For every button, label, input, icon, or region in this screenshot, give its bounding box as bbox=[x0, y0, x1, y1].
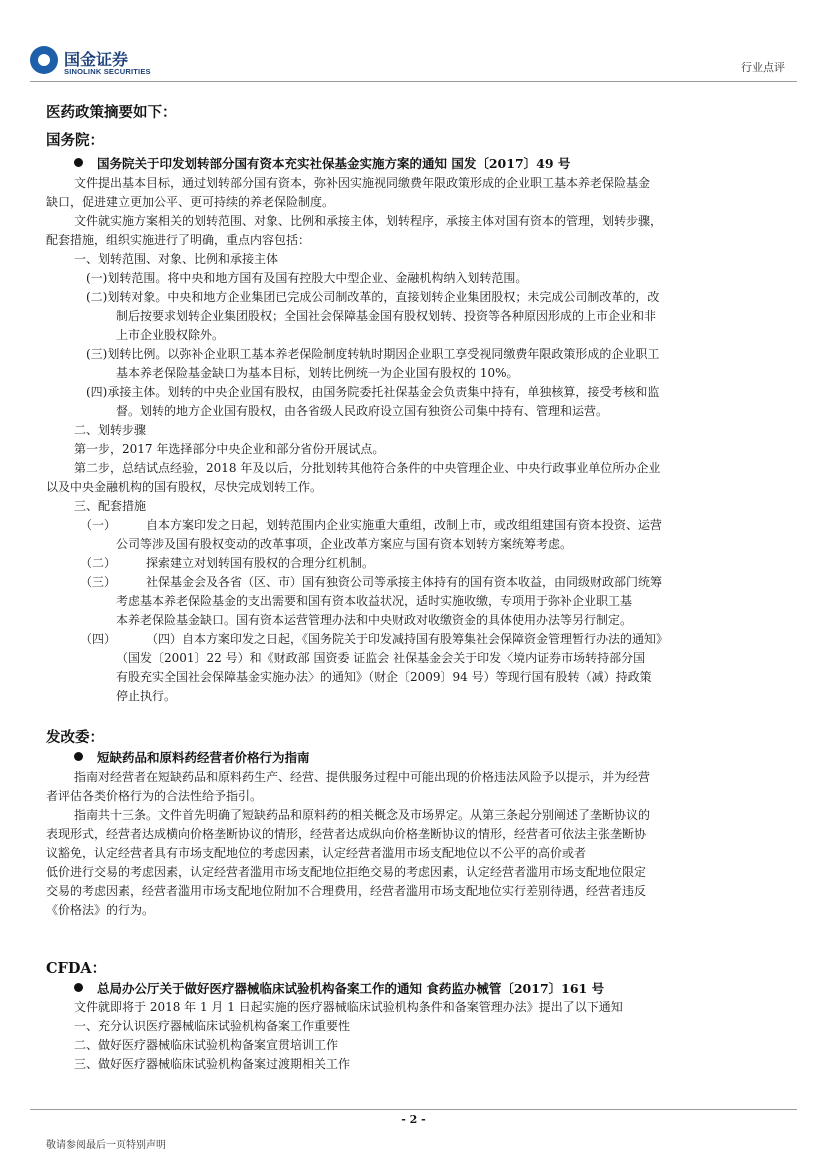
text-line: 基本养老保险基金缺口为基本目标，划转比例统一为企业国有股权的 10%。 bbox=[116, 366, 519, 380]
text-line: 上市企业股权除外。 bbox=[116, 328, 225, 342]
cfda-bullet-text: 总局办公厅关于做好医疗器械临床试验机构备案工作的通知 食药监办械管〔2017〕161 号 bbox=[97, 981, 605, 996]
footer-disclaimer: 敬请参阅最后一页特别声明 bbox=[46, 1140, 166, 1151]
logo-chinese: 国金证券 bbox=[64, 50, 129, 69]
text-line: 《价格法》的行为。 bbox=[46, 903, 155, 917]
section-title: 医药政策摘要如下： bbox=[46, 104, 177, 121]
measure-number: （二） bbox=[80, 556, 117, 570]
header-divider bbox=[30, 81, 797, 82]
text-line: (四)承接主体。划转的中央企业国有股权，由国务院委托社保基金会负责集中持有，单独核算，接受考核和监 bbox=[86, 385, 660, 399]
page-number: - 2 - bbox=[401, 1113, 426, 1126]
ndrc-bullet-text: 短缺药品和原料药经营者价格行为指南 bbox=[97, 750, 310, 765]
text-line: 制后按要求划转企业集团股权；全国社会保障基金国有股权划转、投资等各种原因形成的上市企业和非 bbox=[116, 309, 657, 323]
measure-line: 社保基金会及各省（区、市）国有独资公司等承接主体持有的国有资本收益，由同级财政部门统筹 bbox=[146, 575, 663, 589]
text-line: 三、做好医疗器械临床试验机构备案过渡期相关工作 bbox=[74, 1057, 351, 1071]
text-line: 配套措施，组织实施进行了明确，重点内容包括： bbox=[46, 233, 311, 247]
text-line: 缺口，促进建立更加公平、更可持续的养老保险制度。 bbox=[46, 195, 335, 209]
measure-line: 自本方案印发之日起，划转范围内企业实施重大重组，改制上市，或改组组建国有资本投资、运营 bbox=[146, 518, 663, 532]
text-line: 文件就实施方案相关的划转范围、对象、比例和承接主体，划转程序，承接主体对国有资本的管理，划转步骤， bbox=[74, 214, 663, 228]
bullet-icon bbox=[74, 983, 83, 992]
measure-line: 公司等涉及国有股权变动的改革事项，企业改革方案应与国有资本划转方案统筹考虑。 bbox=[116, 537, 573, 551]
measure-line: 停止执行。 bbox=[116, 689, 177, 703]
measure-line: 本养老保险基金缺口。国有资本运营管理办法和中央财政对收缴资金的具体使用办法等另行制定。 bbox=[116, 613, 633, 627]
bullet-icon bbox=[74, 752, 83, 761]
text-line: 第二步，总结试点经验，2018 年及以后，分批划转其他符合条件的中央管理企业、中央行政事业单位所办企业 bbox=[74, 461, 661, 475]
text-line: 第一步，2017 年选择部分中央企业和部分省份开展试点。 bbox=[74, 442, 385, 456]
text-line: 低价进行交易的考虑因素，认定经营者滥用市场支配地位拒绝交易的考虑因素，认定经营者滥用市场支配地位限定 bbox=[46, 865, 647, 879]
footer-divider bbox=[30, 1109, 797, 1110]
text-line: 督。划转的地方企业国有股权，由各省级人民政府设立国有独资公司集中持有、管理和运营。 bbox=[116, 404, 609, 418]
measure-line: 有股充实全国社会保障基金实施办法〉的通知》（财企〔2009〕94 号）等现行国有股转（减）持政策 bbox=[116, 670, 652, 684]
text-line: 议豁免，认定经营者具有市场支配地位的考虑因素，认定经营者滥用市场支配地位以不公平的高价或者 bbox=[46, 846, 587, 860]
measure-line: 探索建立对划转国有股权的合理分红机制。 bbox=[146, 556, 375, 570]
report-type: 行业点评 bbox=[741, 61, 785, 74]
text-line: 者评估各类价格行为的合法性给予指引。 bbox=[46, 789, 263, 803]
ndrc-title: 发改委： bbox=[46, 729, 104, 746]
logo-english: SINOLINK SECURITIES bbox=[64, 67, 151, 76]
text-line: 一、充分认识医疗器械临床试验机构备案工作重要性 bbox=[74, 1019, 351, 1033]
text-line: 指南对经营者在短缺药品和原料药生产、经营、提供服务过程中可能出现的价格违法风险予以提示，并为经营 bbox=[74, 770, 651, 784]
text-line: 指南共十三条。文件首先明确了短缺药品和原料药的相关概念及市场界定。从第三条起分别阐述了垄断协议的 bbox=[74, 808, 651, 822]
measure-line: （四）自本方案印发之日起，《国务院关于印发减持国有股筹集社会保障资金管理暂行办法的通知》 bbox=[146, 632, 669, 646]
text-line: 以及中央金融机构的国有股权，尽快完成划转工作。 bbox=[46, 480, 323, 494]
text-line: (一)划转范围。将中央和地方国有及国有控股大中型企业、金融机构纳入划转范围。 bbox=[86, 271, 528, 285]
cfda-bullet bbox=[74, 979, 604, 997]
text-line: 表现形式，经营者达成横向价格垄断协议的情形，经营者达成纵向价格垄断协议的情形，经营者可依法主张垄断协 bbox=[46, 827, 647, 841]
text-line: 文件提出基本目标，通过划转部分国有资本，弥补因实施视同缴费年限政策形成的企业职工基本养老保险基金 bbox=[74, 176, 651, 190]
measure-line: （国发〔2001〕22 号）和《财政部 国资委 证监会 社保基金会关于印发〈境内证券市场转持部分国 bbox=[116, 651, 646, 665]
state-council-bullet bbox=[74, 154, 570, 172]
measure-number: （一） bbox=[80, 518, 117, 532]
measure-number: （四） bbox=[80, 632, 117, 646]
state-council-title: 国务院： bbox=[46, 132, 104, 149]
text-line: (二)划转对象。中央和地方企业集团已完成公司制改革的，直接划转企业集团股权；未完成公司制改革的，改 bbox=[86, 290, 660, 304]
logo-mark-inner bbox=[38, 54, 50, 66]
text-line: 二、做好医疗器械临床试验机构备案宣贯培训工作 bbox=[74, 1038, 339, 1052]
measure-number: （三） bbox=[80, 575, 117, 589]
text-line: 一、划转范围、对象、比例和承接主体 bbox=[74, 252, 279, 266]
bullet-icon bbox=[74, 158, 83, 167]
text-line: 文件就即将于 2018 年 1 月 1 日起实施的医疗器械临床试验机构条件和备案管理办法》提出了以下通知 bbox=[74, 1000, 623, 1014]
text-line: (三)划转比例。以弥补企业职工基本养老保险制度转轨时期因企业职工享受视同缴费年限政策形成的企业职工 bbox=[86, 347, 660, 361]
text-line: 三、配套措施 bbox=[74, 499, 147, 513]
text-line: 二、划转步骤 bbox=[74, 423, 147, 437]
measure-line: 考虑基本养老保险基金的支出需要和国有资本收益状况，适时实施收缴，专项用于弥补企业职工基 bbox=[116, 594, 633, 608]
ndrc-bullet bbox=[74, 748, 310, 766]
cfda-title: CFDA： bbox=[46, 960, 107, 977]
state-council-bullet-text: 国务院关于印发划转部分国有资本充实社保基金实施方案的通知 国发〔2017〕49 号 bbox=[97, 156, 571, 171]
text-line: 交易的考虑因素，经营者滥用市场支配地位附加不合理费用，经营者滥用市场支配地位实行差别待遇，经营者违反 bbox=[46, 884, 647, 898]
